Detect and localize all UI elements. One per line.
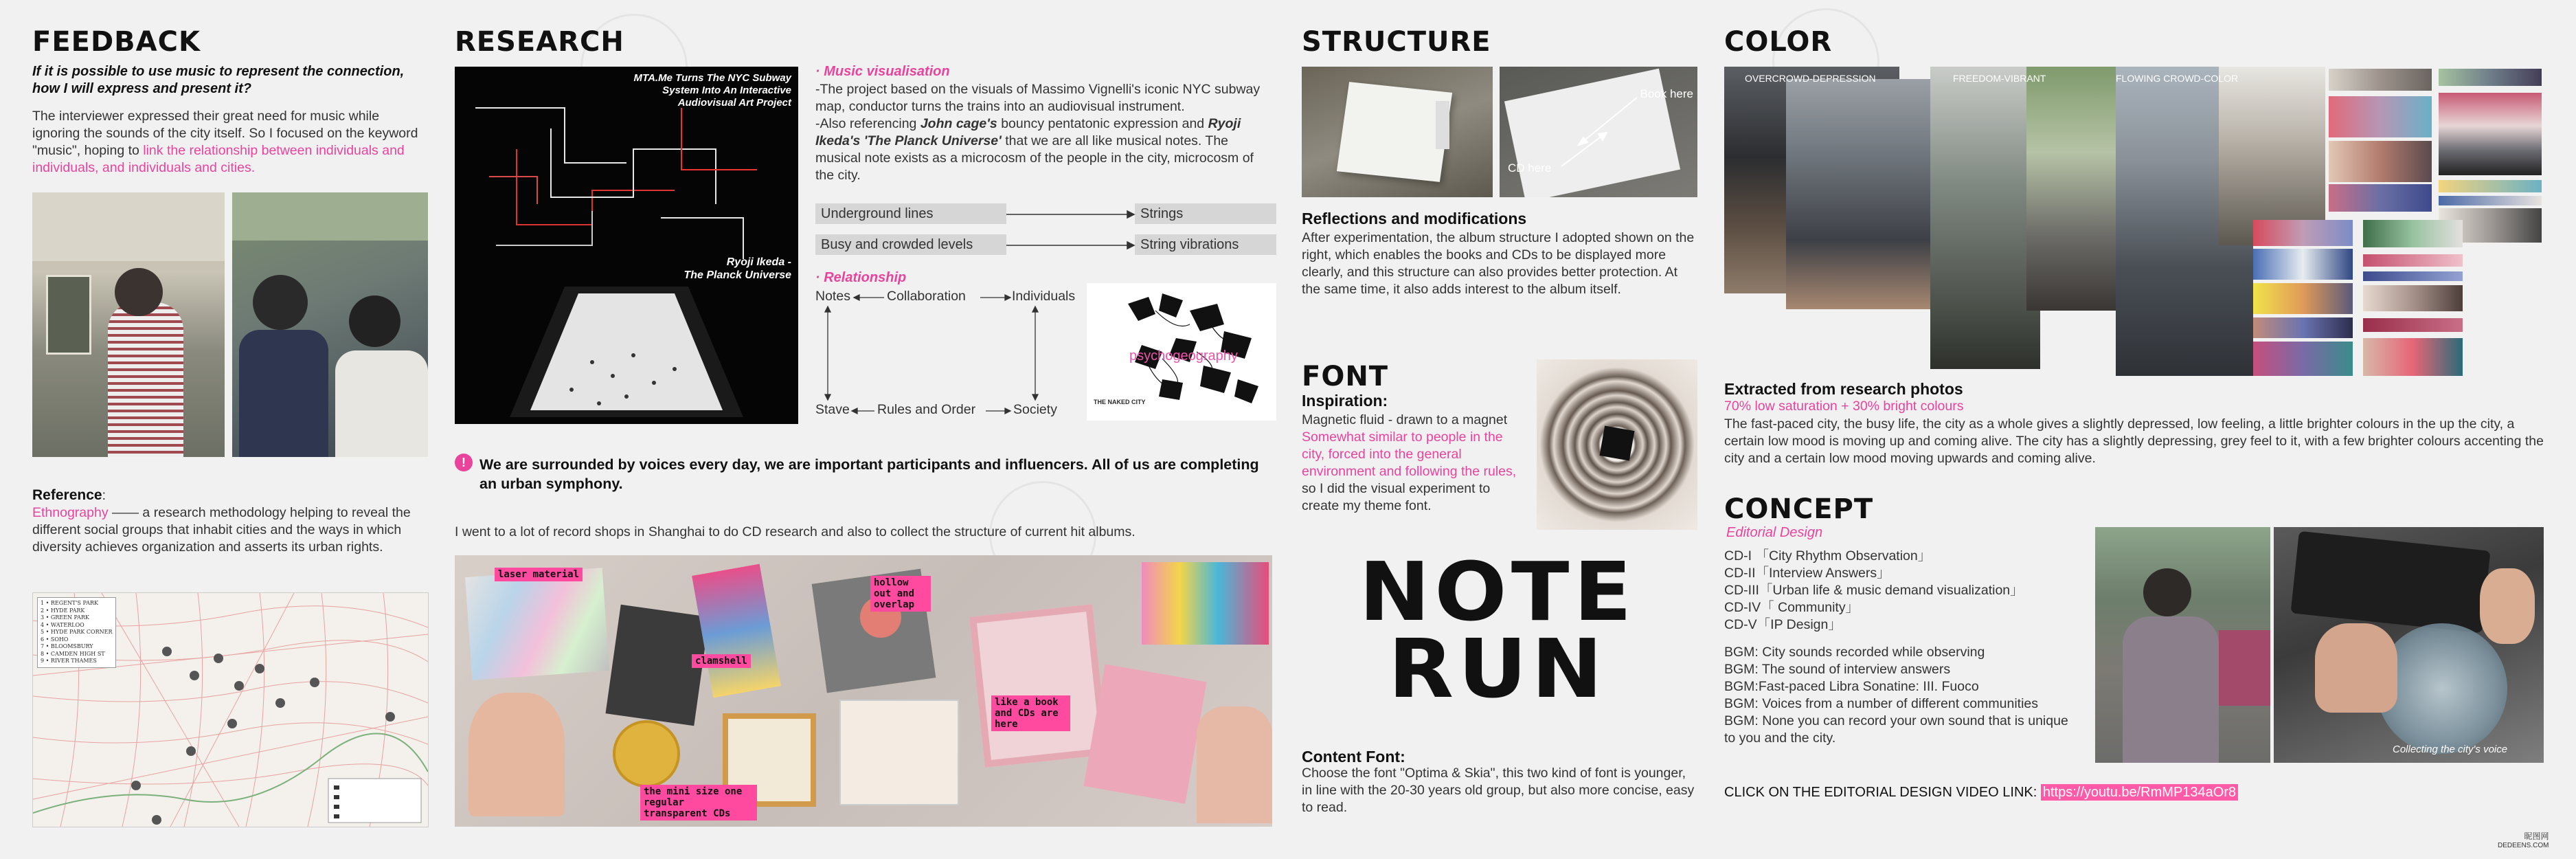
swatch [2253, 220, 2353, 246]
feedback-paragraph [32, 108, 427, 177]
bgm-item: BGM: Voices from a number of different communities [1724, 696, 2038, 711]
watermark [2498, 832, 2549, 851]
music-vis-paragraph-2 [815, 115, 1276, 184]
swatch [2363, 220, 2463, 247]
swatch [2329, 96, 2432, 137]
mapping-right-1: Strings [1135, 203, 1276, 224]
inspiration-plain-2: so I did the visual experiment to create my theme font. [1302, 481, 1491, 513]
cd-item: CD-I 「City Rhythm Observation」 [1724, 548, 1932, 564]
book-here-label: Book here [1640, 87, 1693, 100]
subway-art-image [455, 67, 798, 424]
reflections-text: After experimentation, the album structure I adopted shown on the right, which enables the books and CDs to be displayed more clearly, and this structure can also provides better protection. At the same time, it also adds interest to the album itself. [1302, 230, 1695, 297]
content-font-text: Choose the font "Optima & Skia", this two kind of font is younger, in line with the 20-30 years old group, but also more concise, easy to read. [1302, 766, 1695, 815]
color-photo-6 [2219, 67, 2325, 245]
tag-mini: the mini size one regular transparent CDs [640, 785, 757, 821]
structure-photo-1 [1302, 67, 1493, 197]
planck-caption-line1: Ryoji Ikeda - [726, 256, 791, 268]
mapping-arrows [1006, 206, 1137, 254]
mapping-left-1: Underground lines [815, 203, 1006, 224]
color-label-2: FREEDOM-VIBRANT [1953, 73, 2046, 84]
interview-photo-1 [32, 192, 225, 457]
extracted-highlight: 70% low saturation + 30% bright colours [1724, 399, 1964, 414]
cd-item: CD-IV「 Community」 [1724, 600, 1860, 615]
cd-item: CD-II「Interview Answers」 [1724, 566, 1890, 581]
reference-term: Ethnography [32, 505, 109, 520]
video-link-label: CLICK ON THE EDITORIAL DESIGN VIDEO LINK: [1724, 785, 2037, 800]
tag-hollow: hollow out and overlap [870, 576, 931, 612]
relationship-diagram [815, 289, 1090, 423]
swatch [2329, 69, 2432, 91]
mv-john-cage: John cage's [920, 116, 997, 131]
research-title: RESEARCH [455, 26, 624, 58]
psychogeography-image [1087, 283, 1276, 421]
color-photo-2 [1786, 79, 1944, 309]
bgm-list [1724, 644, 2081, 747]
subway-art-caption: MTA.Me Turns The NYC Subway System Into An Interactive Audiovisual Art Project [633, 72, 791, 109]
mv-text: that we are all like musical notes. The musical note exists as a microcosm of the people in the city, microcosm of the city. [815, 133, 1254, 183]
alert-icon: ! [455, 454, 473, 471]
cd-here-label: CD here [1508, 161, 1552, 175]
rel-stave: Stave [815, 402, 850, 417]
cd-item: CD-V「IP Design」 [1724, 617, 1842, 632]
extracted-text: The fast-paced city, the busy life, the city as a whole gives a slightly depressed, low feeling, a little brighter colours in the up the city, a certain low mood is moving up and coming alive. The city has a slightly depressing, grey feel to it, with a few brighter colours accenting the city and a certain low mood moving upwards and coming alive. [1724, 416, 2544, 466]
swatch [2439, 180, 2542, 192]
legend-item: 8 • CAMDEN HIGH ST [41, 650, 105, 657]
swatch [2363, 285, 2463, 311]
bgm-item: BGM: City sounds recorded while observing [1724, 645, 1985, 660]
feedback-title: FEEDBACK [32, 26, 201, 58]
swatch [2439, 69, 2542, 86]
inspiration-text [1302, 412, 1528, 515]
swatch [2329, 141, 2432, 182]
swatch [2253, 317, 2353, 338]
psychogeography-sublabel: THE NAKED CITY [1094, 399, 1146, 405]
magnetic-fluid-photo [1537, 359, 1697, 530]
legend-item: 4 • WATERLOO [41, 621, 84, 628]
cd-item: CD-III「Urban life & music demand visualization」 [1724, 583, 2024, 598]
legend-item: 7 • BLOOMSBURY [41, 643, 93, 649]
swatch [2363, 271, 2463, 281]
map-legend [37, 597, 116, 668]
feedback-question: If it is possible to use music to represent the connection, how I will express and present it? [32, 64, 405, 96]
logo-line-run: RUN [1388, 621, 1607, 716]
swatch [2253, 249, 2353, 280]
inspiration-highlight: Somewhat similar to people in the city, forced into the general environment and following the rules, [1302, 430, 1517, 479]
font-title: FONT [1302, 361, 1389, 392]
planck-caption [683, 256, 791, 282]
swatch [2363, 338, 2463, 376]
reference-colon: : [102, 488, 106, 503]
legend-item: 2 • HYDE PARK [41, 607, 85, 614]
tag-clamshell: clamshell [692, 654, 751, 668]
inspiration-plain-1: Magnetic fluid - drawn to a magnet [1302, 412, 1508, 427]
alert-statement: We are surrounded by voices every day, we are important participants and influencers. All of us are completing an urban symphony. [479, 456, 1259, 492]
rel-collaboration: Collaboration [887, 289, 966, 304]
rel-society: Society [1013, 402, 1057, 417]
legend-item: 9 • RIVER THAMES [41, 658, 97, 664]
concept-photo-caption: Collecting the city's voice [2393, 744, 2508, 755]
rel-rules: Rules and Order [877, 402, 976, 417]
mv-text: -Also referencing [815, 116, 917, 131]
reference-text: —— a research methodology helping to reveal the different social groups that inhabit cities and the ways in which diversity achieves organization and asserts its urban rights. [32, 505, 411, 555]
bgm-item: BGM: None you can record your own sound that is unique to you and the city. [1724, 713, 2068, 746]
relationship-title: · Relationship [815, 270, 907, 285]
swatch [2363, 318, 2463, 332]
logo-line-note: NOTE [1359, 544, 1636, 639]
rel-individuals: Individuals [1012, 289, 1076, 304]
music-vis-paragraph-1: -The project based on the visuals of Massimo Vignelli's iconic NYC subway map, conductor turns the trains into an audiovisual instrument. [815, 82, 1261, 114]
color-label-3: FLOWING CROWD-COLOR [2116, 73, 2239, 84]
mv-ryoji: Ryoji Ikeda's 'The Planck Universe' [815, 116, 1241, 148]
swatch [2363, 254, 2463, 267]
color-label-1: OVERCROWD-DEPRESSION [1745, 73, 1876, 84]
swatch [2439, 196, 2542, 205]
structure-photo-2 [1500, 67, 1697, 197]
legend-item: 1 • REGENT'S PARK [41, 600, 98, 606]
tag-laser: laser material [495, 568, 583, 581]
watermark-line1: 昵图网 [2524, 832, 2549, 841]
record-shops-text: I went to a lot of record shops in Shanghai to do CD research and also to collect the structure of current hit albums. [455, 524, 1136, 539]
feedback-para-plain: The interviewer expressed their great need for music while ignoring the sounds of the city itself. So I focused on the keyword "music", hoping to [32, 109, 418, 158]
watermark-line2: DEDEENS.COM [2498, 842, 2549, 849]
mv-text: bouncy pentatonic expression and [1001, 116, 1205, 131]
feedback-para-highlight: link the relationship between individuals and individuals, and individuals and cities. [32, 143, 405, 175]
planck-caption-line2: The Planck Universe [683, 269, 791, 281]
reference-title: Reference [32, 487, 102, 503]
tag-book: like a book and CDs are here [991, 695, 1070, 731]
psychogeography-label: psychogeography [1129, 348, 1238, 364]
music-vis-text [815, 81, 1276, 184]
music-vis-title: · Music visualisation [815, 64, 950, 79]
legend-item: 5 • HYDE PARK CORNER [41, 629, 113, 635]
color-photo-4 [2026, 67, 2129, 311]
swatch [2253, 283, 2353, 314]
rel-notes: Notes [815, 289, 850, 304]
video-link[interactable]: https://youtu.be/RmMP134aOr8 [2041, 784, 2238, 801]
swatch [2439, 93, 2542, 175]
extracted-title: Extracted from research photos [1724, 380, 1963, 398]
concept-title: CONCEPT [1724, 493, 1874, 525]
interview-photo-2 [232, 192, 428, 457]
reference-block [32, 487, 427, 556]
note-run-logo [1324, 544, 1671, 716]
mapping-left-2: Busy and crowded levels [815, 234, 1006, 255]
video-link-row [1724, 785, 2238, 801]
inspiration-title: Inspiration: [1302, 392, 1388, 410]
bgm-item: BGM:Fast-paced Libra Sonatine: III. Fuoco [1724, 679, 1979, 694]
concept-photo-2 [2274, 527, 2544, 763]
cd-collage-photo [455, 555, 1272, 827]
color-photo-3 [1930, 67, 2040, 369]
structure-title: STRUCTURE [1302, 26, 1491, 58]
swatch [2329, 184, 2432, 212]
mapping-right-2: String vibrations [1135, 234, 1276, 255]
legend-item: 6 • SOHO [41, 636, 69, 643]
legend-item: 3 • GREEN PARK [41, 614, 89, 621]
london-map [32, 592, 429, 827]
cd-list [1724, 548, 2081, 634]
bgm-item: BGM: The sound of interview answers [1724, 662, 1951, 677]
color-title: COLOR [1724, 26, 1833, 58]
content-font-title: Content Font: [1302, 748, 1405, 766]
reflections-title: Reflections and modifications [1302, 210, 1527, 227]
concept-subtitle: Editorial Design [1726, 525, 1823, 540]
concept-photo-1 [2095, 527, 2270, 763]
swatch [2253, 342, 2353, 376]
